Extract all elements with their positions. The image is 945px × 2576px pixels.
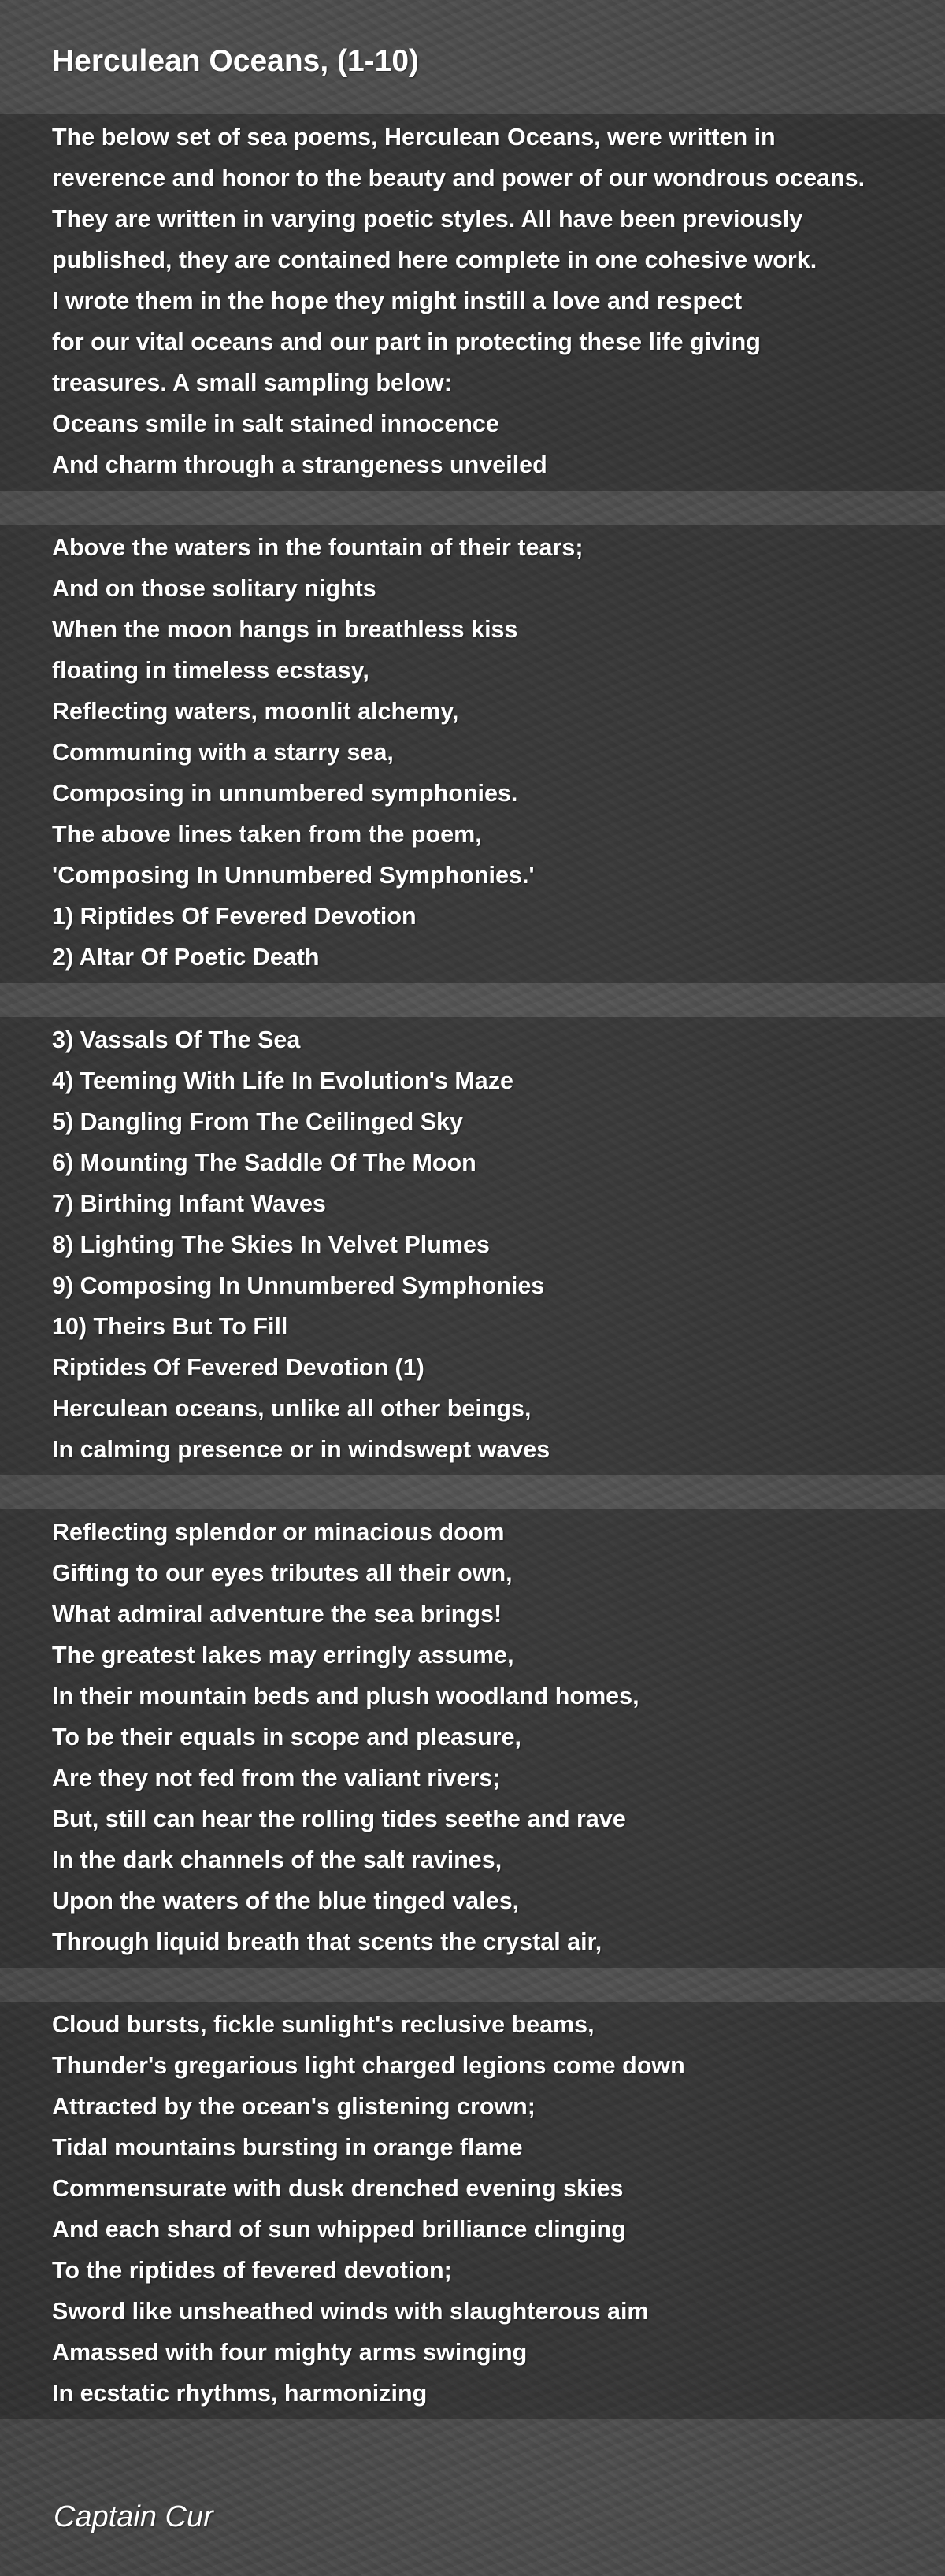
- poem-line: 'Composing In Unnumbered Symphonies.': [52, 862, 535, 889]
- poem-line: In the dark channels of the salt ravines,: [52, 1847, 502, 1873]
- poem-line: In their mountain beds and plush woodland homes,: [52, 1683, 639, 1709]
- poem-line: Reflecting splendor or minacious doom: [52, 1519, 505, 1546]
- poem-line: When the moon hangs in breathless kiss: [52, 616, 518, 643]
- poem-line: To the riptides of fevered devotion;: [52, 2257, 452, 2284]
- poem-line: reverence and honor to the beauty and power of our wondrous oceans.: [52, 165, 865, 191]
- poem-line: Thunder's gregarious light charged legions come down: [52, 2052, 685, 2079]
- poem-line: 10) Theirs But To Fill: [52, 1313, 288, 1340]
- poem-line: 7) Birthing Infant Waves: [52, 1190, 326, 1217]
- poem-line: for our vital oceans and our part in protecting these life giving: [52, 328, 761, 355]
- poem-line: 2) Altar Of Poetic Death: [52, 944, 320, 971]
- poem-line: Cloud bursts, fickle sunlight's reclusive beams,: [52, 2011, 595, 2038]
- poem-line: The greatest lakes may erringly assume,: [52, 1642, 514, 1668]
- author-name: Captain Cur: [54, 2500, 213, 2533]
- poem-line: In calming presence or in windswept waves: [52, 1436, 550, 1463]
- poem-line: And charm through a strangeness unveiled: [52, 451, 547, 478]
- poem-line: Attracted by the ocean's glistening crown;: [52, 2093, 536, 2120]
- stanza-block-5: [0, 2002, 945, 2419]
- poem-line: Composing in unnumbered symphonies.: [52, 780, 518, 807]
- poem-line: 6) Mounting The Saddle Of The Moon: [52, 1149, 476, 1176]
- poem-line: Oceans smile in salt stained innocence: [52, 410, 499, 437]
- poem-line: Tidal mountains bursting in orange flame: [52, 2134, 523, 2161]
- poem-line: Commensurate with dusk drenched evening skies: [52, 2175, 624, 2202]
- stanza-block-3: [0, 1017, 945, 1475]
- poem-line: 3) Vassals Of The Sea: [52, 1026, 301, 1053]
- poem-line: Through liquid breath that scents the crystal air,: [52, 1928, 602, 1955]
- poem-line: Riptides Of Fevered Devotion (1): [52, 1354, 424, 1381]
- poem-line: They are written in varying poetic styles. All have been previously: [52, 206, 803, 232]
- stanza-block-4: [0, 1509, 945, 1968]
- poem-line: Herculean oceans, unlike all other beings,: [52, 1395, 532, 1422]
- poem-line: treasures. A small sampling below:: [52, 369, 452, 396]
- poem-line: 5) Dangling From The Ceilinged Sky: [52, 1108, 463, 1135]
- poem-line: published, they are contained here complete in one cohesive work.: [52, 247, 817, 273]
- poem-line: Sword like unsheathed winds with slaughterous aim: [52, 2298, 649, 2325]
- poem-line: But, still can hear the rolling tides seethe and rave: [52, 1806, 626, 1832]
- poem-line: The above lines taken from the poem,: [52, 821, 482, 848]
- poem-line: Reflecting waters, moonlit alchemy,: [52, 698, 459, 725]
- poem-line: I wrote them in the hope they might instill a love and respect: [52, 288, 743, 314]
- poem-line: The below set of sea poems, Herculean Oceans, were written in: [52, 124, 776, 150]
- poem-line: floating in timeless ecstasy,: [52, 657, 369, 684]
- poem-line: 4) Teeming With Life In Evolution's Maze: [52, 1067, 513, 1094]
- poem-line: 8) Lighting The Skies In Velvet Plumes: [52, 1231, 490, 1258]
- stanza-block-2: [0, 525, 945, 983]
- poem-line: And each shard of sun whipped brilliance clinging: [52, 2216, 626, 2243]
- poem-line: 1) Riptides Of Fevered Devotion: [52, 903, 417, 930]
- poem-line: What admiral adventure the sea brings!: [52, 1601, 502, 1628]
- poem-line: Are they not fed from the valiant rivers;: [52, 1765, 501, 1791]
- poem-line: To be their equals in scope and pleasure,: [52, 1724, 522, 1750]
- poem-line: Gifting to our eyes tributes all their own,: [52, 1560, 513, 1587]
- poem-line: Communing with a starry sea,: [52, 739, 394, 766]
- poem-line: In ecstatic rhythms, harmonizing: [52, 2380, 428, 2407]
- poem-title: Herculean Oceans, (1-10): [52, 44, 420, 78]
- poem-line: Above the waters in the fountain of their tears;: [52, 534, 584, 561]
- poem-line: Upon the waters of the blue tinged vales,: [52, 1887, 520, 1914]
- poem-line: 9) Composing In Unnumbered Symphonies: [52, 1272, 545, 1299]
- poem-line: Amassed with four mighty arms swinging: [52, 2339, 528, 2366]
- stanza-block-1: [0, 114, 945, 491]
- poem-line: And on those solitary nights: [52, 575, 376, 602]
